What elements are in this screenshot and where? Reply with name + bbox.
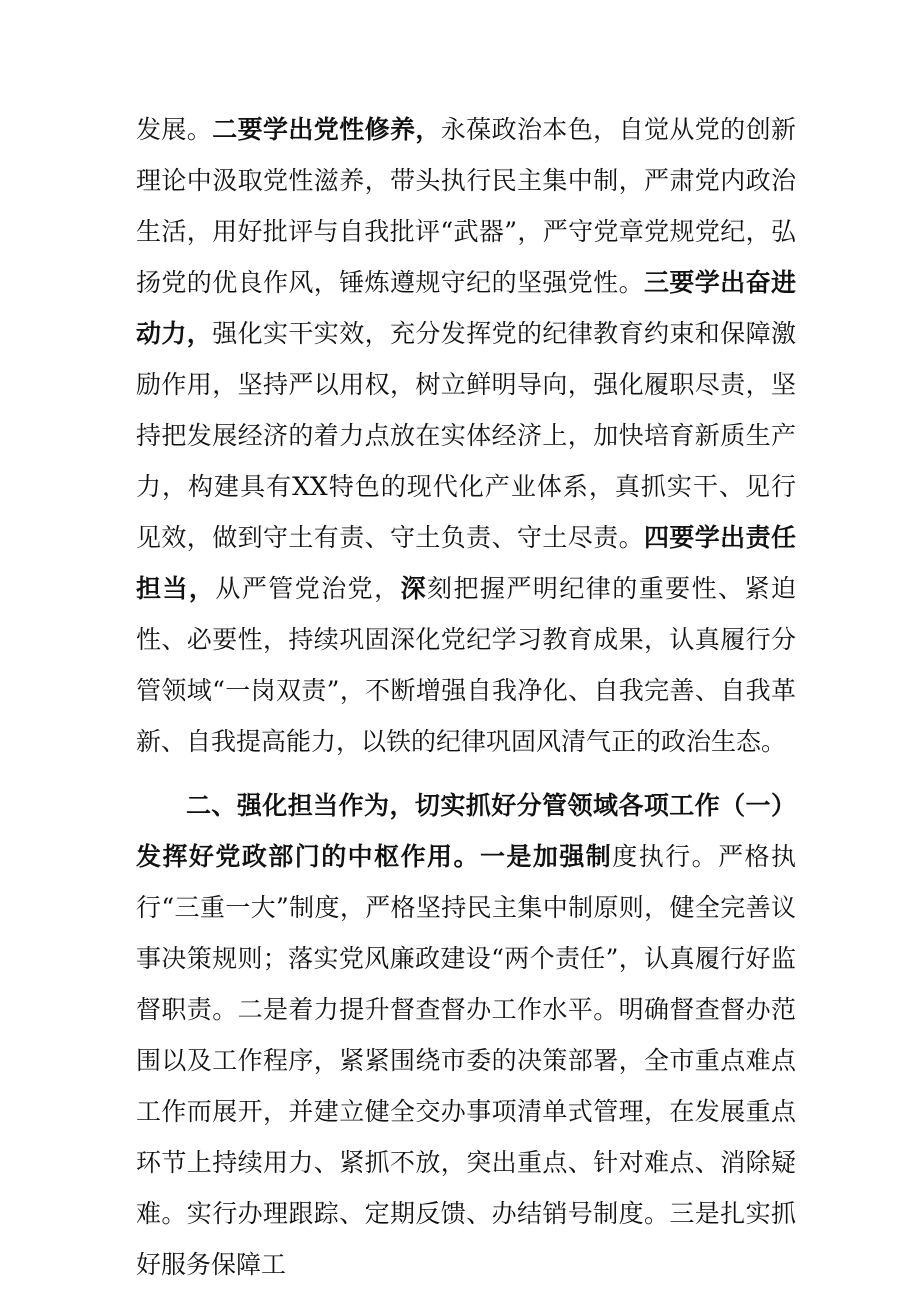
bold-heading-run: 二要学出党性修养， [212, 115, 441, 144]
document-body [136, 104, 796, 1290]
text-run: 发展。 [136, 115, 213, 144]
text-run: 刻把握严明纪律的重要性、紧迫性、必要性，持续巩固深化党纪学习教育成果，认真履行分管领域“一岗双责”，不断增强自我净化、自我完善、自我革新、自我提高能力，以铁的纪律巩固风清气正的政治生态。 [136, 574, 796, 756]
bold-heading-run: 三要学出奋进动力， [136, 268, 796, 348]
text-run: 永葆政治本色，自觉从党的创新理论中汲取党性滋养，带头执行民主集中制，严肃党内政治生活，用好批评与自我批评“武器”，严守党章党规党纪，弘扬党的优良作风，锤炼遵规守纪的坚强党性。 [136, 115, 796, 297]
bold-heading-run: 四要学出责任担当， [136, 523, 796, 603]
section-heading-run: 二、强化担当作为，切实抓好分管领域各项工作（一）发挥好党政部门的中枢作用。一是加强制 [136, 791, 796, 871]
bold-heading-run: 深 [400, 574, 428, 603]
paragraph-study-requirements [136, 104, 796, 767]
text-run: 从严管党治党， [215, 574, 401, 603]
paragraph-section-two [136, 780, 796, 1290]
text-run: 强化实干实效，充分发挥党的纪律教育约束和保障激励作用，坚持严以用权，树立鲜明导向，强化履职尽责，坚持把发展经济的着力点放在实体经济上，加快培育新质生产力，构建具有XX特色的现代化产业体系，真抓实干、见行见效，做到守土有责、守土负责、守土尽责。 [136, 319, 796, 552]
text-run: 度执行。严格执行“三重一大”制度，严格坚持民主集中制原则，健全完善议事决策规则；落实党风廉政建设“两个责任”，认真履行好监督职责。二是着力提升督查督办工作水平。明确督查督办范围以及工作程序，紧紧围绕市委的决策部署，全市重点难点工作而展开，并建立健全交办事项清单式管理，在发展重点环节上持续用力、紧抓不放，突出重点、针对难点、消除疑难。实行办理跟踪、定期反馈、办结销号制度。三是扎实抓好服务保障工 [136, 842, 796, 1279]
